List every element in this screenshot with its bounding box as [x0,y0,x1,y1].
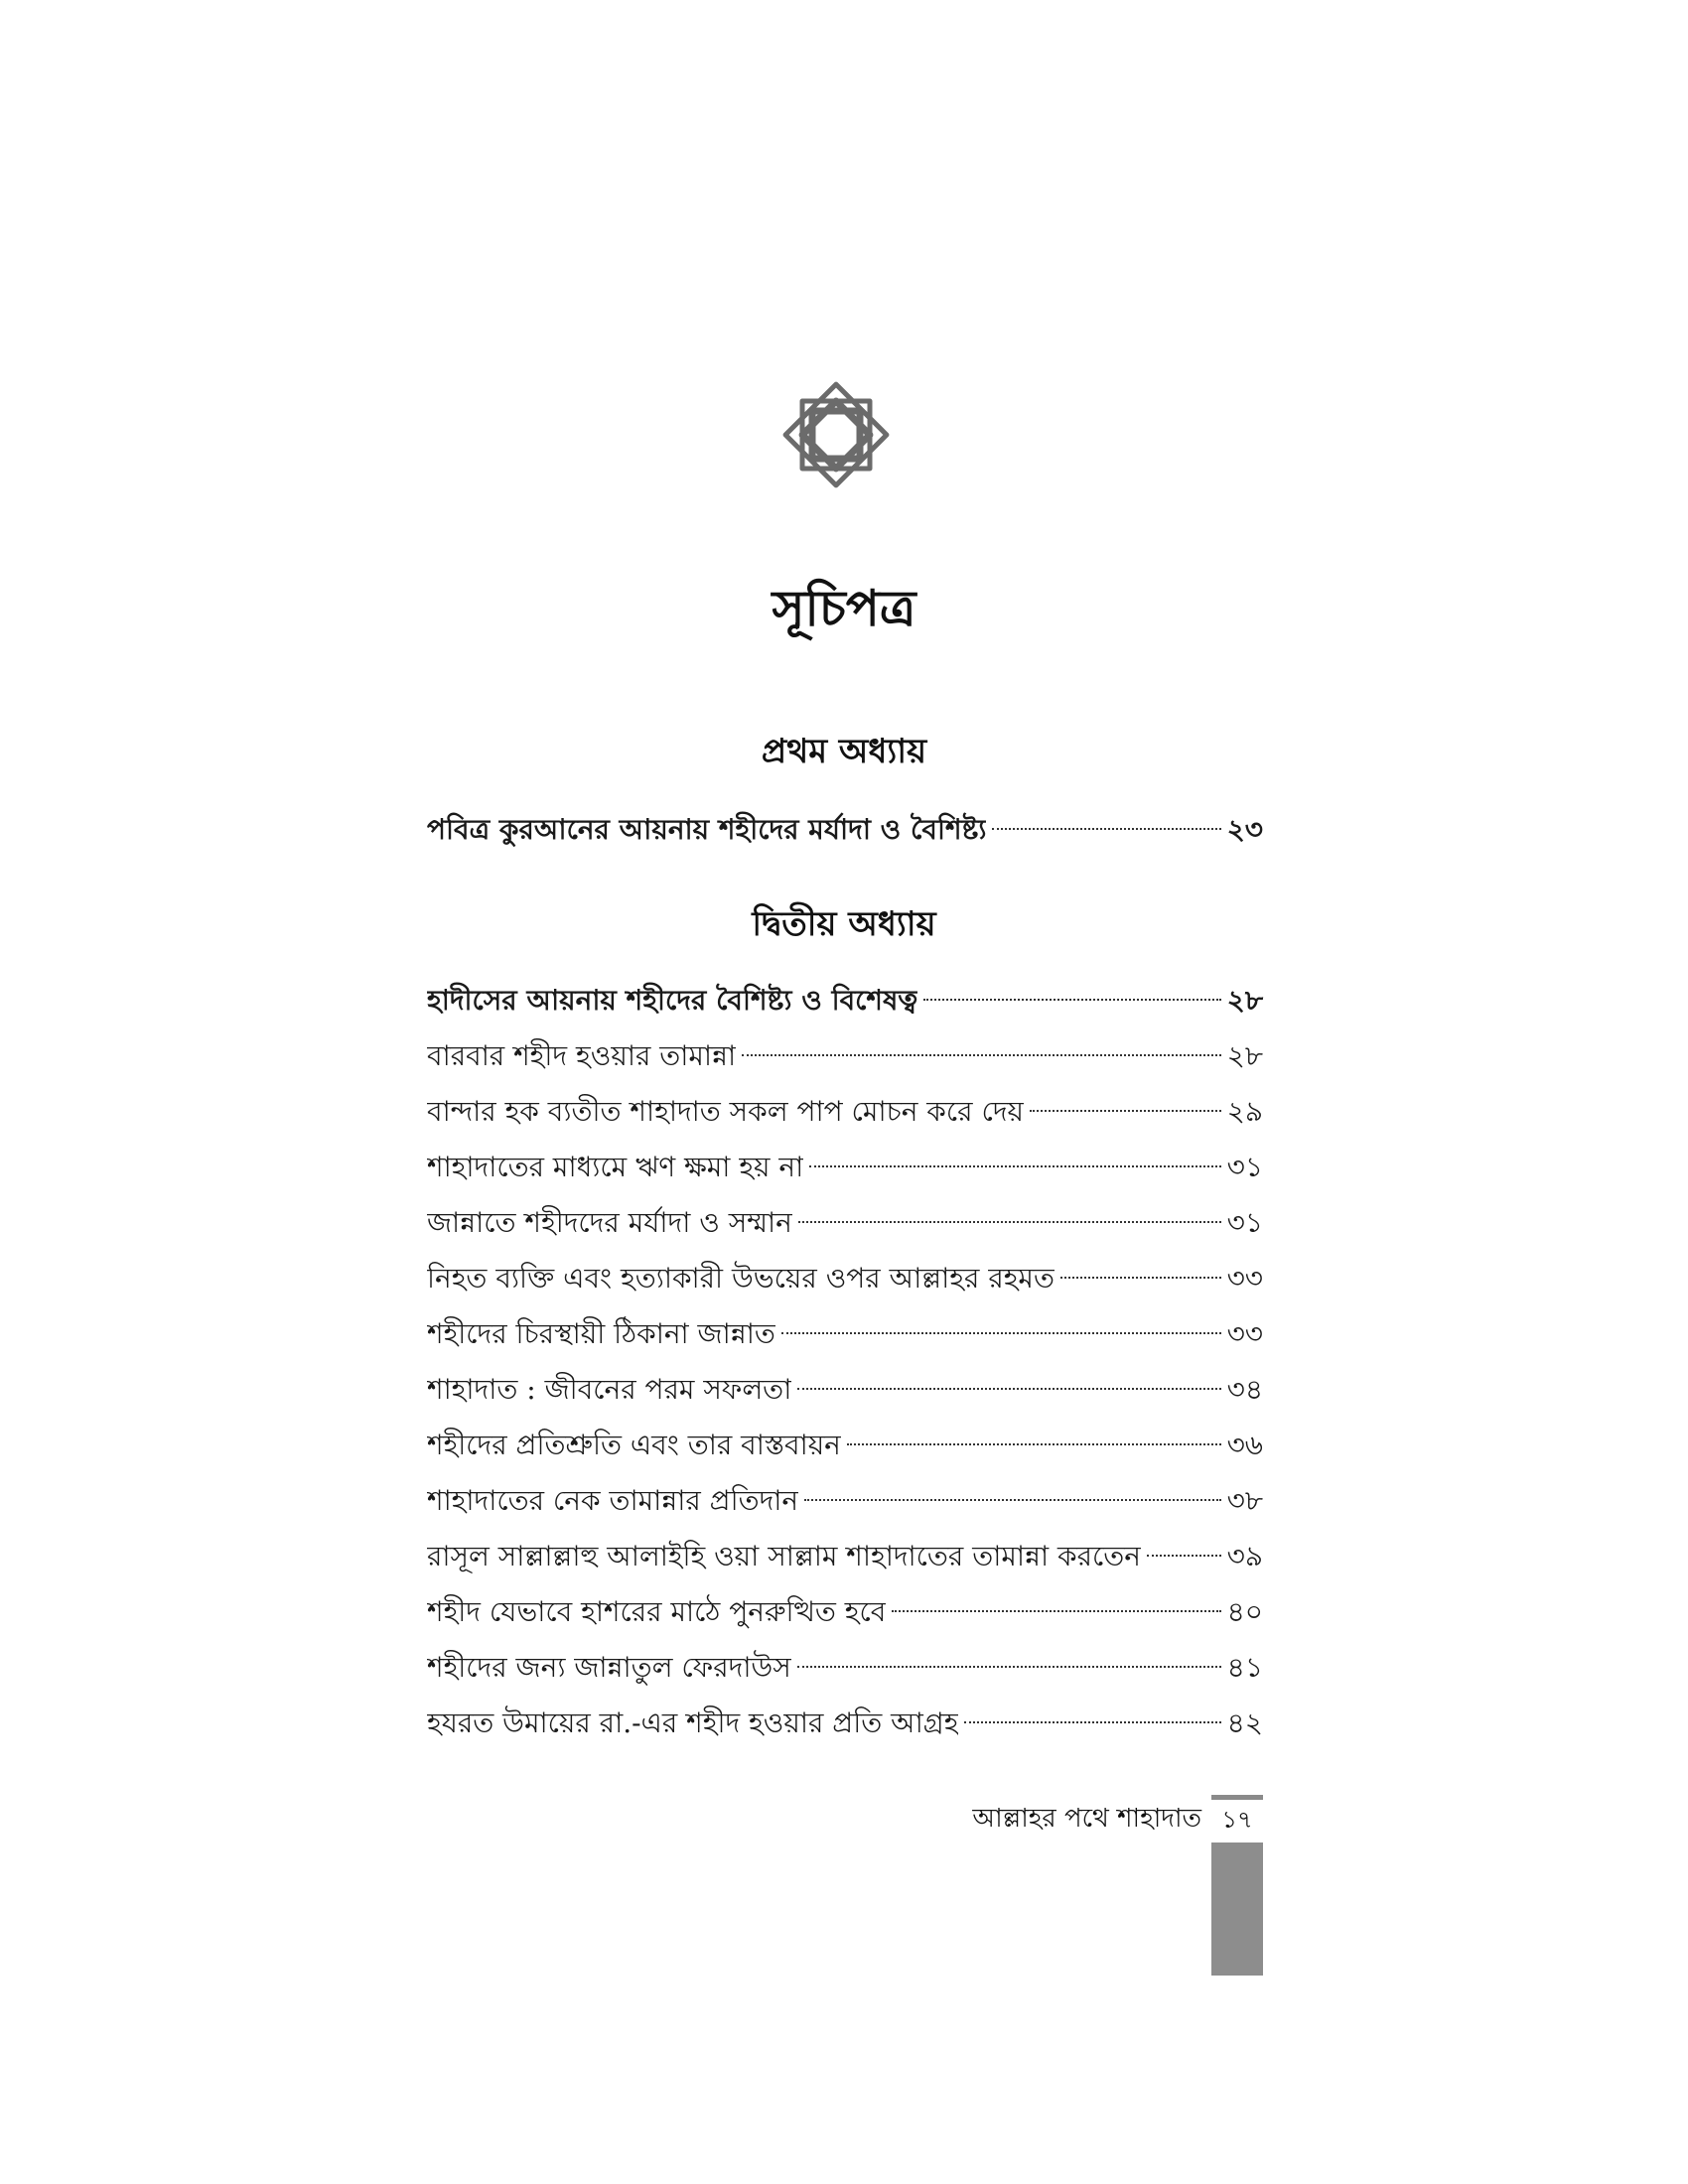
dot-leader [964,1721,1220,1723]
chapter-2-entries [427,973,1263,1751]
footer-rule [1211,1795,1263,1800]
dot-leader [1060,1277,1221,1279]
toc-entry[interactable] [427,1084,1263,1140]
chapter-heading-2: দ্বিতীয় অধ্যায় [752,904,936,944]
toc-entry[interactable] [427,1696,1263,1751]
chapter-heading-1: প্রথম অধ্যায় [761,732,927,771]
toc-entry-title: শহীদ যেভাবে হাশরের মাঠে পুনরুত্থিত হবে [427,1595,887,1628]
toc-entry-title: শহীদের জন্য জান্নাতুল ফেরদাউস [427,1651,791,1684]
toc-entry-page: ৩৬ [1226,1429,1263,1461]
toc-entry-page: ২৮ [1226,1039,1263,1072]
toc-entry[interactable] [427,1195,1263,1251]
toc-entry[interactable] [427,1306,1263,1362]
dot-leader [1147,1555,1221,1557]
dot-leader [781,1332,1221,1334]
toc-entry[interactable] [427,1640,1263,1696]
toc-entry-page: ৩৮ [1226,1484,1263,1517]
toc-entry[interactable] [427,1028,1263,1084]
toc-entry[interactable] [427,1418,1263,1473]
toc-entry-title: হাদীসের আয়নায় শহীদের বৈশিষ্ট্য ও বিশেষত্ব [427,984,918,1017]
toc-entry-page: ৪১ [1226,1651,1263,1684]
toc-entry-page: ৪০ [1226,1595,1263,1628]
dot-leader [992,828,1220,830]
toc-entry-title: শহীদের প্রতিশ্রুতি এবং তার বাস্তবায়ন [427,1429,841,1461]
page-number: ১৭ [1221,1806,1253,1834]
page-title: সূচিপত্র [772,579,916,637]
toc-entry-page: ৩৪ [1226,1373,1263,1406]
chapter-1-entries [427,802,1263,858]
dot-leader [923,999,1220,1001]
dot-leader [798,1221,1221,1223]
toc-entry-title: বান্দার হক ব্যতীত শাহাদাত সকল পাপ মোচন করে দেয় [427,1095,1025,1128]
toc-entry[interactable] [427,973,1263,1028]
octagram-rosette-icon [782,381,890,488]
toc-entry-title: শাহাদাত : জীবনের পরম সফলতা [427,1373,792,1406]
toc-entry[interactable] [427,1140,1263,1195]
toc-entry-page: ৩৩ [1226,1317,1263,1350]
toc-entry[interactable] [427,1473,1263,1529]
dot-leader [797,1388,1220,1390]
toc-entry-page: ৩৩ [1226,1262,1263,1295]
toc-entry-page: ৩৯ [1226,1540,1263,1572]
toc-entry-title: শাহাদাতের মাধ্যমে ঋণ ক্ষমা হয় না [427,1151,804,1183]
toc-entry-title: শাহাদাতের নেক তামান্নার প্রতিদান [427,1484,799,1517]
dot-leader [809,1165,1220,1167]
toc-entry-page: ২৮ [1226,984,1263,1017]
toc-entry-title: নিহত ব্যক্তি এবং হত্যাকারী উভয়ের ওপর আল্লাহর রহমত [427,1262,1055,1295]
running-footer-book-title: আল্লাহর পথে শাহাদাত [972,1804,1201,1834]
dot-leader [797,1666,1221,1668]
toc-entry[interactable] [427,802,1263,858]
dot-leader [742,1054,1220,1056]
toc-entry-title: হযরত উমায়ের রা.-এর শহীদ হওয়ার প্রতি আগ্রহ [427,1706,959,1739]
toc-entry-title: রাসূল সাল্লাল্লাহু আলাইহি ওয়া সাল্লাম শাহাদাতের তামান্না করতেন [427,1540,1141,1572]
dot-leader [804,1499,1220,1501]
toc-entry-page: ৪২ [1226,1706,1263,1739]
toc-entry-title: বারবার শহীদ হওয়ার তামান্না [427,1039,737,1072]
toc-entry-page: ৩১ [1226,1206,1263,1239]
toc-entry[interactable] [427,1529,1263,1584]
toc-entry-title: শহীদের চিরস্থায়ী ঠিকানা জান্নাত [427,1317,775,1350]
dot-leader [892,1610,1220,1612]
toc-entry[interactable] [427,1584,1263,1640]
dot-leader [847,1443,1221,1445]
toc-entry-page: ৩১ [1226,1151,1263,1183]
toc-entry-page: ২৩ [1226,813,1263,846]
toc-entry-page: ২৯ [1226,1095,1263,1128]
toc-entry-title: জান্নাতে শহীদদের মর্যাদা ও সম্মান [427,1206,792,1239]
toc-entry-title: পবিত্র কুরআনের আয়নায় শহীদের মর্যাদা ও বৈশিষ্ট্য [427,813,987,846]
toc-entry[interactable] [427,1362,1263,1418]
dot-leader [1030,1110,1221,1112]
toc-entry[interactable] [427,1251,1263,1306]
footer-thumb-tab [1211,1843,1263,1976]
